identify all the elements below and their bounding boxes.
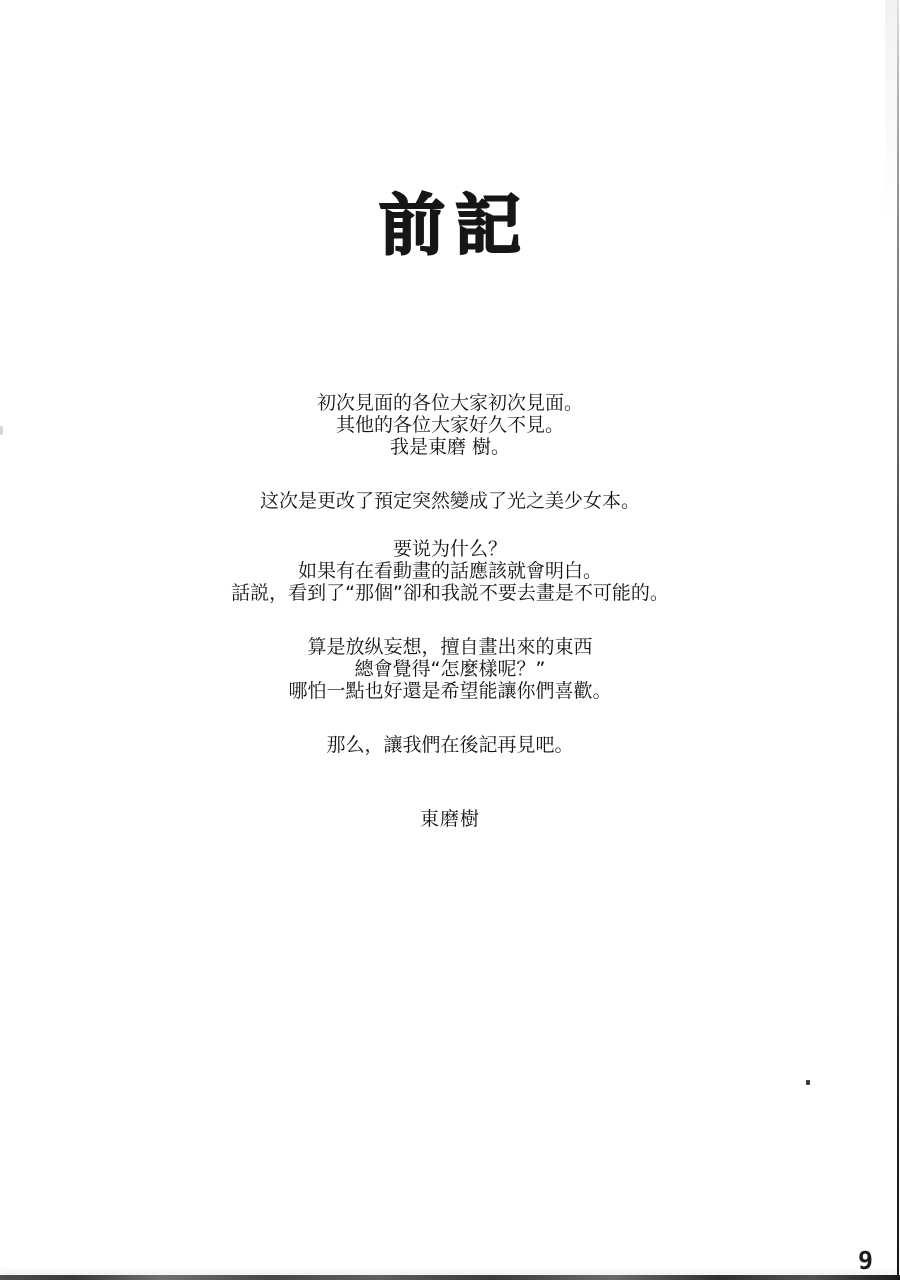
author-signature: 東磨樹 [419,808,480,830]
paragraph-book-change [0,490,900,512]
scan-edge-bottom [0,1275,900,1280]
text-line: 要说为什么？ [392,538,507,560]
paragraph-hope [0,636,900,702]
text-line: 哪怕一點也好還是希望能讓你們喜歡。 [288,680,612,702]
scan-haze-right [885,0,897,220]
paragraph-reason [0,538,900,604]
text-line: 話説，看到了“那個”卻和我説不要去畫是不可能的。 [231,582,669,604]
foreword-text [0,392,900,830]
ink-speck [806,1080,810,1085]
paragraph-closing [0,734,900,756]
text-line: 總會覺得“怎麼樣呢？” [354,658,546,680]
text-line: 其他的各位大家好久不見。 [335,414,564,436]
text-line: 如果有在看動畫的話應該就會明白。 [297,560,602,582]
text-line: 初次見面的各位大家初次見面。 [316,392,583,414]
text-line: 那么，讓我們在後記再見吧。 [326,734,574,756]
text-line: 我是東磨 樹。 [389,436,511,458]
page-number: 9 [858,1246,874,1275]
paragraph-greeting [0,392,900,458]
page-title: 前記 [379,187,531,264]
edge-speck [0,426,3,435]
text-line: 这次是更改了預定突然變成了光之美少女本。 [259,490,640,512]
scan-edge-right [897,0,899,1280]
text-line: 算是放纵妄想，擅自畫出來的東西 [307,636,593,658]
